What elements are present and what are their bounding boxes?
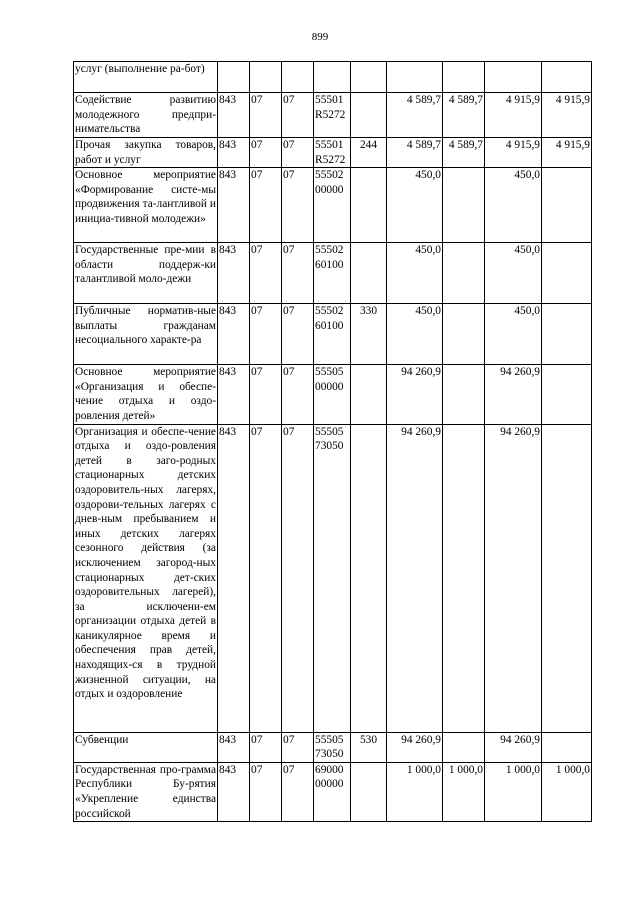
section-cell: 07: [250, 138, 282, 168]
subsection-cell: 07: [282, 93, 314, 138]
target-article-cell: [314, 62, 351, 93]
amount-3-cell: 1 000,0: [485, 762, 542, 821]
target-article-part2: 60100: [315, 258, 344, 271]
name-cell: Публичные норматив-ные выплаты гражданам несоциального характе-ра: [74, 304, 218, 365]
section-cell: 07: [250, 424, 282, 732]
amount-2-cell: 4 589,7: [443, 138, 485, 168]
admin-code-cell: 843: [218, 762, 250, 821]
admin-code-cell: 843: [218, 243, 250, 304]
subsection-cell: 07: [282, 304, 314, 365]
amount-4-cell: [542, 424, 592, 732]
admin-code-cell: [218, 62, 250, 93]
subsection-cell: 07: [282, 732, 314, 762]
amount-2-cell: [443, 424, 485, 732]
target-article-part1: 69000: [315, 763, 344, 776]
target-article-part1: 55505: [315, 425, 344, 438]
name-cell: Субвенции: [74, 732, 218, 762]
name-cell: услуг (выполнение ра-бот): [74, 62, 218, 93]
amount-1-cell: 1 000,0: [387, 762, 443, 821]
target-article-part2: 73050: [315, 440, 344, 453]
target-article-cell: [314, 304, 351, 365]
table-row: [74, 93, 592, 138]
amount-4-cell: 1 000,0: [542, 762, 592, 821]
table-row: [74, 62, 592, 93]
expense-type-cell: 244: [351, 138, 387, 168]
admin-code-cell: 843: [218, 304, 250, 365]
target-article-part1: 55501: [315, 94, 344, 106]
target-article-cell: [314, 138, 351, 168]
page-number: 899: [311, 31, 329, 43]
admin-code-cell: 843: [218, 93, 250, 138]
amount-4-cell: 4 915,9: [542, 138, 592, 168]
amount-4-cell: [542, 168, 592, 243]
target-article-part1: 55502: [315, 305, 344, 318]
section-cell: 07: [250, 365, 282, 424]
expense-type-cell: [351, 62, 387, 93]
target-article-cell: [314, 168, 351, 243]
name-cell: Организация и обеспе-чение отдыха и оздо-ровления детей в заго-родных стационарных детских оздоровитель-ных лагерях, оздорови-тельных лагерях с днев-ным пребыванием и иных детских лагерях сезонного действия (за исключением загород-ных стационарных дет-ских оздоровительных лагерей), за исключени-ем организации отдыха детей в каникулярное время и обеспечения прав детей, находящих-ся в трудной жизненной ситуации, на отдых и оздоровление: [74, 424, 218, 732]
expense-type-cell: [351, 365, 387, 424]
amount-3-cell: 4 915,9: [485, 93, 542, 138]
section-cell: 07: [250, 93, 282, 138]
subsection-cell: 07: [282, 762, 314, 821]
section-cell: 07: [250, 732, 282, 762]
subsection-cell: 07: [282, 243, 314, 304]
name-cell: Государственная про-грамма Республики Бу-рятия «Укрепление единства российской: [74, 762, 218, 821]
subsection-cell: 07: [282, 138, 314, 168]
amount-4-cell: [542, 243, 592, 304]
target-article-part1: 55505: [315, 366, 344, 379]
amount-1-cell: 94 260,9: [387, 732, 443, 762]
amount-3-cell: [485, 62, 542, 93]
target-article-cell: [314, 762, 351, 821]
amount-1-cell: 4 589,7: [387, 93, 443, 138]
target-article-part1: 55502: [315, 244, 344, 257]
amount-3-cell: 94 260,9: [485, 424, 542, 732]
admin-code-cell: 843: [218, 138, 250, 168]
target-article-part2: 00000: [315, 380, 344, 393]
expense-type-cell: 330: [351, 304, 387, 365]
name-cell: Государственные пре-мии в области поддерж-ки талантливой моло-дежи: [74, 243, 218, 304]
expense-type-cell: [351, 424, 387, 732]
amount-1-cell: [387, 62, 443, 93]
table-row: [74, 168, 592, 243]
subsection-cell: 07: [282, 424, 314, 732]
section-cell: 07: [250, 304, 282, 365]
target-article-cell: [314, 424, 351, 732]
target-article-part2: 73050: [315, 748, 344, 761]
target-article-part2: R5272: [315, 153, 346, 166]
section-cell: 07: [250, 243, 282, 304]
admin-code-cell: 843: [218, 365, 250, 424]
subsection-cell: 07: [282, 365, 314, 424]
budget-table: [73, 61, 592, 822]
admin-code-cell: 843: [218, 168, 250, 243]
amount-4-cell: [542, 62, 592, 93]
amount-3-cell: 450,0: [485, 304, 542, 365]
amount-2-cell: [443, 62, 485, 93]
amount-3-cell: 94 260,9: [485, 732, 542, 762]
section-cell: [250, 62, 282, 93]
section-cell: 07: [250, 762, 282, 821]
amount-1-cell: 450,0: [387, 243, 443, 304]
admin-code-cell: 843: [218, 732, 250, 762]
expense-type-cell: [351, 168, 387, 243]
target-article-cell: [314, 93, 351, 138]
amount-2-cell: 1 000,0: [443, 762, 485, 821]
subsection-cell: 07: [282, 168, 314, 243]
amount-1-cell: 450,0: [387, 168, 443, 243]
target-article-part1: 55505: [315, 733, 344, 746]
amount-3-cell: 94 260,9: [485, 365, 542, 424]
expense-type-cell: 530: [351, 732, 387, 762]
table-row: [74, 365, 592, 424]
table-row: [74, 762, 592, 821]
table-row: [74, 243, 592, 304]
amount-3-cell: 450,0: [485, 243, 542, 304]
amount-4-cell: [542, 304, 592, 365]
amount-2-cell: [443, 304, 485, 365]
expense-type-cell: [351, 762, 387, 821]
target-article-part2: 60100: [315, 319, 344, 332]
subsection-cell: [282, 62, 314, 93]
amount-2-cell: [443, 365, 485, 424]
target-article-cell: [314, 365, 351, 424]
table-row: [74, 138, 592, 168]
name-cell: Основное мероприятие «Организация и обеспе-чение отдыха и оздо-ровления детей»: [74, 365, 218, 424]
name-cell: Прочая закупка товаров, работ и услуг: [74, 138, 218, 168]
amount-2-cell: [443, 168, 485, 243]
amount-3-cell: 4 915,9: [485, 138, 542, 168]
amount-4-cell: [542, 365, 592, 424]
table-row: [74, 304, 592, 365]
amount-2-cell: [443, 732, 485, 762]
amount-2-cell: 4 589,7: [443, 93, 485, 138]
section-cell: 07: [250, 168, 282, 243]
amount-4-cell: 4 915,9: [542, 93, 592, 138]
expense-type-cell: [351, 93, 387, 138]
target-article-cell: [314, 243, 351, 304]
amount-3-cell: 450,0: [485, 168, 542, 243]
admin-code-cell: 843: [218, 424, 250, 732]
target-article-part2: 00000: [315, 778, 344, 791]
amount-1-cell: 450,0: [387, 304, 443, 365]
name-cell: Содействие развитию молодежного предпри-нимательства: [74, 93, 218, 138]
amount-2-cell: [443, 243, 485, 304]
target-article-cell: [314, 732, 351, 762]
table-row: [74, 732, 592, 762]
amount-1-cell: 94 260,9: [387, 365, 443, 424]
amount-1-cell: 94 260,9: [387, 424, 443, 732]
target-article-part1: 55502: [315, 169, 344, 182]
name-cell: Основное мероприятие «Формирование систе-мы продвижения та-лантливой и инициа-тивной молодежи»: [74, 168, 218, 243]
target-article-part2: 00000: [315, 183, 344, 196]
target-article-part2: R5272: [315, 108, 346, 121]
target-article-part1: 55501: [315, 139, 344, 151]
amount-4-cell: [542, 732, 592, 762]
expense-type-cell: [351, 243, 387, 304]
table-row: [74, 424, 592, 732]
amount-1-cell: 4 589,7: [387, 138, 443, 168]
